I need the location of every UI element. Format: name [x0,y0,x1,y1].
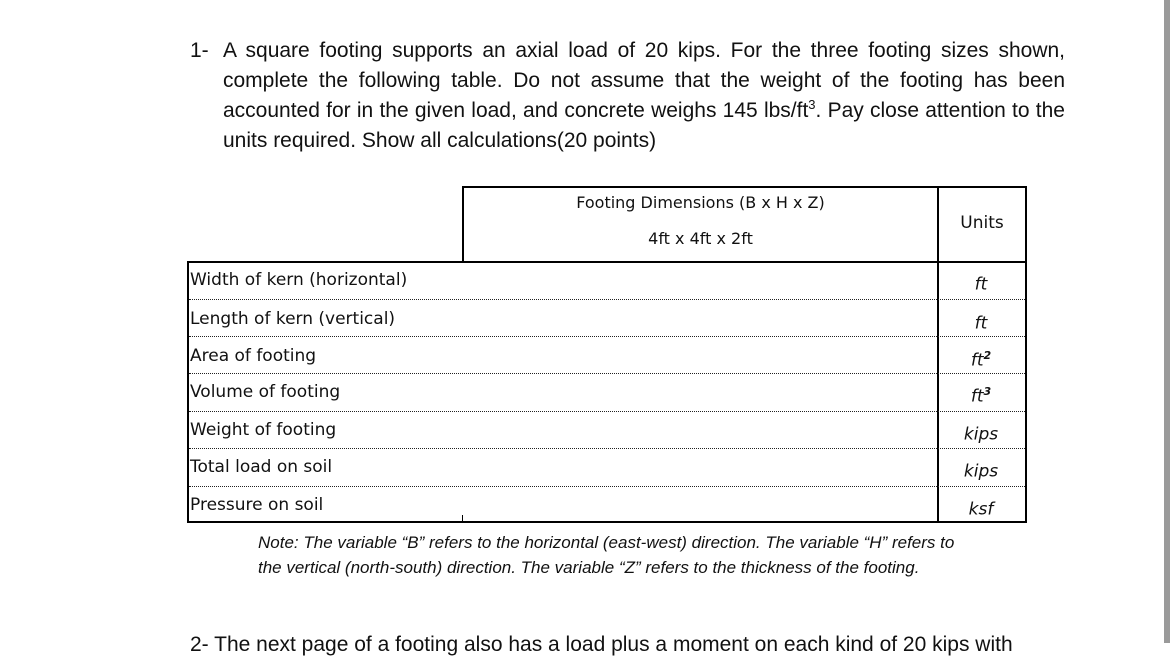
question-number: 1- [190,39,209,62]
row-label-volume-of-footing: Volume of footing [190,382,341,402]
row-unit-pressure-on-soil: ksf [968,499,994,520]
page-edge-scrollbar [1164,0,1170,643]
units-header: Units [960,213,1004,233]
row-unit-weight-of-footing: kips [963,424,999,445]
row-unit-total-load-on-soil: kips [963,461,999,482]
row-separator [189,373,1025,374]
row-label-width-of-kern: Width of kern (horizontal) [190,270,408,290]
row-unit-volume-of-footing: $ft^3$ [970,385,992,407]
table-right-border [1025,186,1027,523]
table-left-border [187,261,189,523]
row-separator [189,336,1025,337]
header-top-border [462,186,1027,188]
table-bottom-border [187,521,1027,523]
row-separator [189,448,1025,449]
superscript-3: 3 [808,97,816,112]
footing-dimensions-value: 4ft x 4ft x 2ft [648,229,753,248]
row-separator [189,486,1025,487]
row-unit-area-of-footing: $ft^2$ [970,349,992,371]
row-unit-width-of-kern: ft [974,274,988,295]
question-text: A square footing supports an axial load of 20 kips. For the three footing sizes shown, complete the following table. Do not assume that the weight of the footing has been accounted for in the given load, and concrete weighs 145 lbs/$ft^3$. Pay close attention to the units required. Show all calculations(20 points) [223,39,1065,152]
row-unit-length-of-kern: ft [974,313,988,334]
footing-dimensions-header: Footing Dimensions (B x H x Z) [576,193,825,212]
row-label-length-of-kern: Length of kern (vertical) [190,309,396,329]
row-label-weight-of-footing: Weight of footing [190,420,337,440]
row-separator [189,411,1025,412]
row-label-total-load-on-soil: Total load on soil [190,457,333,477]
next-question-partial: 2- The next page of a footing also has a load plus a moment on each kind of 20 kips with [190,633,1013,656]
row-label-area-of-footing: Area of footing [190,346,317,366]
header-bottom-border [187,261,1027,263]
row-label-pressure-on-soil: Pressure on soil [190,495,324,515]
row-separator [189,299,1025,300]
footnote: Note: The variable “B” refers to the horizontal (east-west) direction. The variable “H” refers to the vertical (north-south) direction. The variable “Z” refers to the thickness of the footing. [258,533,955,577]
column-tick [462,515,463,523]
